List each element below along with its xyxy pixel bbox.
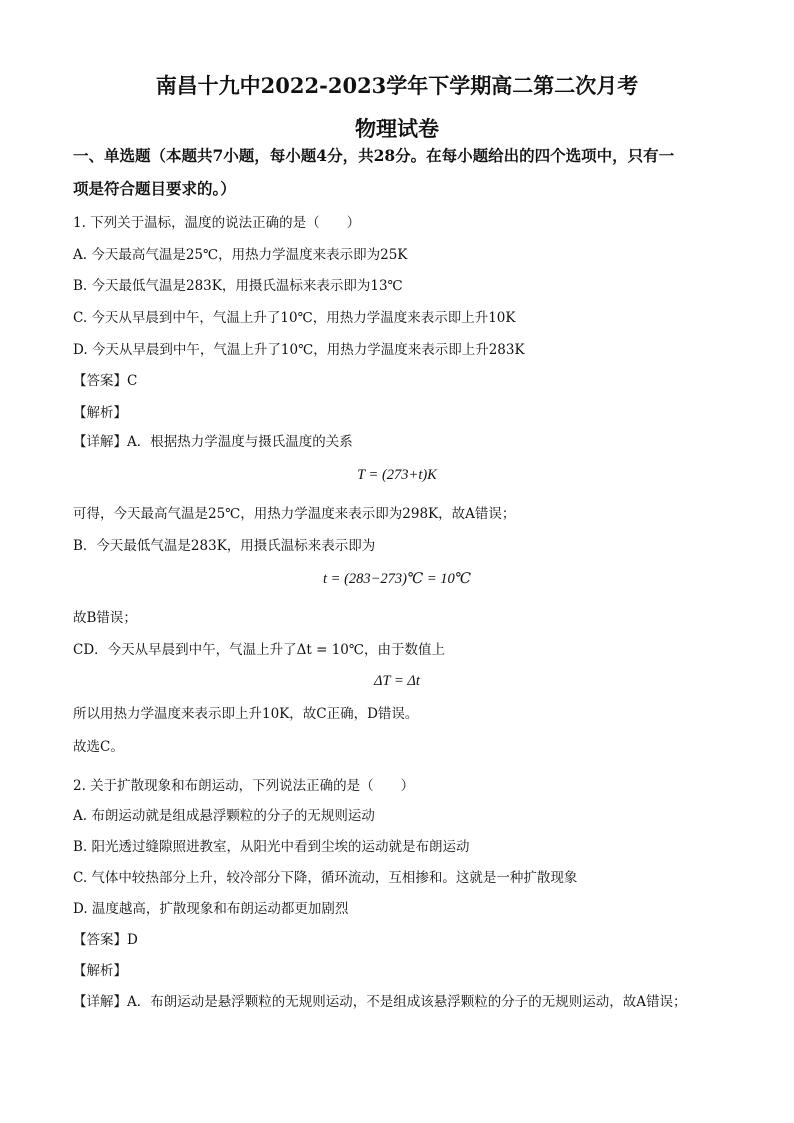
q1-option-b: B. 今天最低气温是283K，用摄氏温标来表示即为13℃ xyxy=(73,278,403,294)
q1-option-d: D. 今天从早晨到中午，气温上升了10℃，用热力学温度来表示即上升283K xyxy=(73,342,525,358)
q1-formula-3: ΔT = Δt xyxy=(374,673,420,689)
q1-option-a: A. 今天最高气温是25℃，用热力学温度来表示即为25K xyxy=(73,247,408,263)
exam-title: 南昌十九中2022-2023学年下学期高二第二次月考 xyxy=(155,73,639,98)
q1-line-a: 可得，今天最高气温是25℃，用热力学温度来表示即为298K，故A错误； xyxy=(73,506,516,522)
exam-subject: 物理试卷 xyxy=(355,116,439,141)
q2-option-c: C. 气体中较热部分上升，较冷部分下降，循环流动，互相掺和。这就是一种扩散现象 xyxy=(73,870,578,886)
q1-answer: 【答案】C xyxy=(73,373,138,389)
q1-detail-intro: 【详解】A．根据热力学温度与摄氏温度的关系 xyxy=(73,434,353,450)
q1-option-c: C. 今天从早晨到中午，气温上升了10℃，用热力学温度来表示即上升10K xyxy=(73,310,516,326)
section-heading-line2: 项是符合题目要求的。） xyxy=(73,179,236,198)
q2-option-d: D. 温度越高，扩散现象和布朗运动都更加剧烈 xyxy=(73,901,349,917)
q1-formula-2: t = (283−273)℃ = 10℃ xyxy=(323,571,471,587)
q2-option-a: A. 布朗运动就是组成悬浮颗粒的分子的无规则运动 xyxy=(73,808,375,824)
q2-detail: 【详解】A．布朗运动是悬浮颗粒的无规则运动，不是组成该悬浮颗粒的分子的无规则运动，故A错误； xyxy=(73,994,687,1010)
q1-conclusion: 故选C。 xyxy=(73,739,124,755)
q2-option-b: B. 阳光透过缝隙照进教室，从阳光中看到尘埃的运动就是布朗运动 xyxy=(73,839,470,855)
q2-analysis-label: 【解析】 xyxy=(73,963,127,979)
q2-answer: 【答案】D xyxy=(73,932,138,948)
q1-line-cd: CD．今天从早晨到中午，气温上升了Δt = 10℃，由于数值上 xyxy=(73,642,446,658)
q1-stem: 1. 下列关于温标，温度的说法正确的是（ ） xyxy=(73,215,361,231)
q1-line-b: B．今天最低气温是283K，用摄氏温标来表示即为 xyxy=(73,538,376,554)
q1-formula-1: T = (273+t)K xyxy=(357,467,437,483)
q1-line-b-end: 故B错误； xyxy=(73,610,137,626)
q1-analysis-label: 【解析】 xyxy=(73,405,127,421)
section-heading-line1: 一、单选题（本题共7小题，每小题4分，共28分。在每小题给出的四个选项中，只有一 xyxy=(73,146,675,165)
q2-stem: 2. 关于扩散现象和布朗运动，下列说法正确的是（ ） xyxy=(73,778,415,794)
q1-line-cd-end: 所以用热力学温度来表示即上升10K，故C正确，D错误。 xyxy=(73,706,419,722)
